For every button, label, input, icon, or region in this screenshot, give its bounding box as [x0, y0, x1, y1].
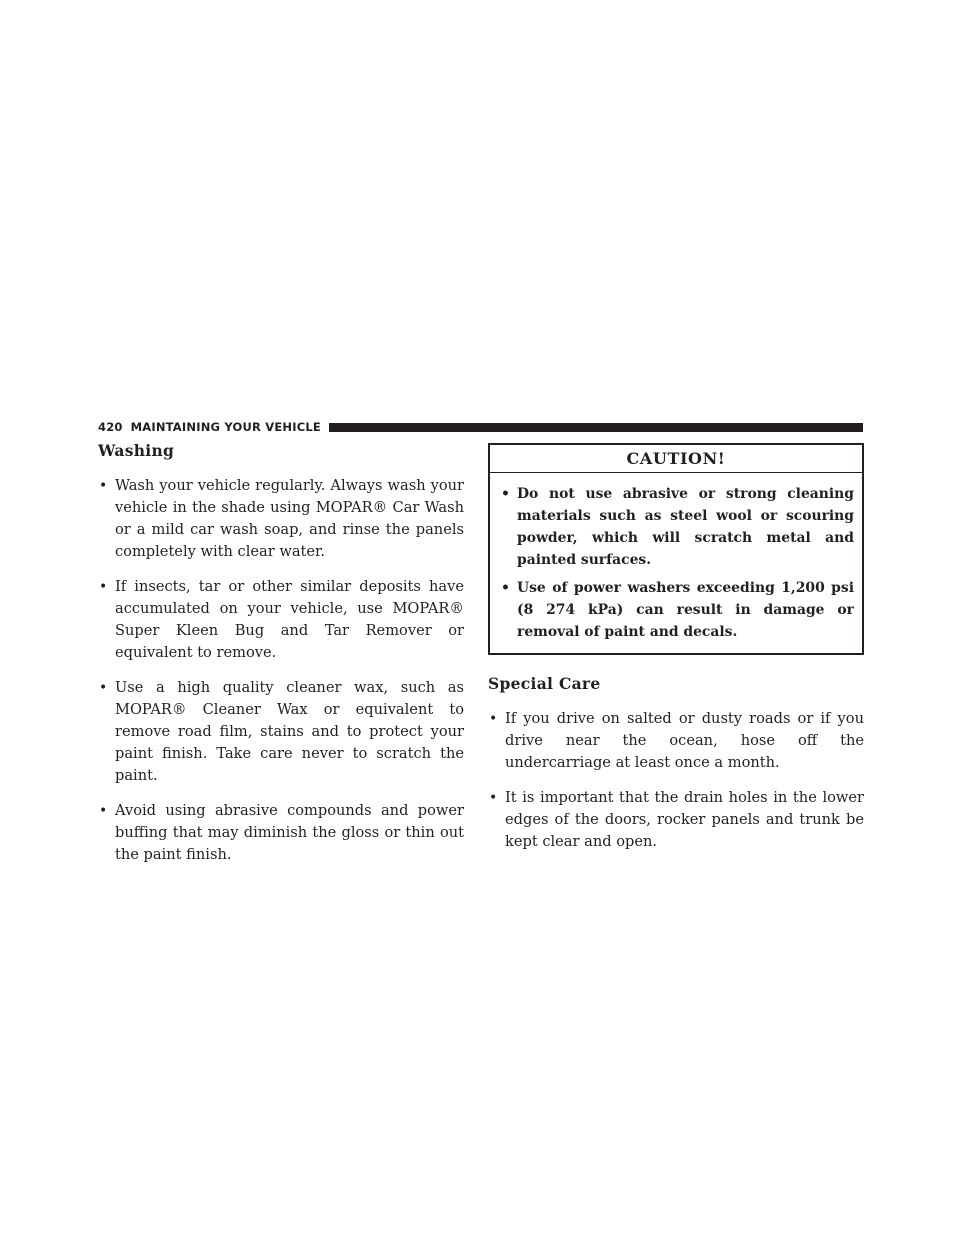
- washing-list: [98, 475, 464, 866]
- caution-title: CAUTION!: [490, 445, 862, 473]
- list-item: [500, 483, 854, 571]
- bullet-icon: •: [99, 579, 108, 595]
- bullet-icon: •: [501, 580, 510, 596]
- list-item-text: It is important that the drain holes in the lower edges of the doors, rocker panels and trunk be kept clear and open.: [505, 789, 864, 850]
- list-item: [98, 475, 464, 563]
- page-header: [98, 418, 863, 436]
- bullet-icon: •: [489, 790, 498, 806]
- page-number: 420: [98, 420, 123, 434]
- list-item: [98, 800, 464, 866]
- list-item: [500, 577, 854, 643]
- list-item: [98, 576, 464, 664]
- bullet-icon: •: [489, 711, 498, 727]
- left-column: [98, 440, 464, 879]
- bullet-icon: •: [99, 803, 108, 819]
- section-title: MAINTAINING YOUR VEHICLE: [130, 420, 321, 434]
- washing-heading: Washing: [98, 441, 175, 460]
- caution-box: [488, 443, 864, 655]
- list-item-text: Do not use abrasive or strong cleaning materials such as steel wool or scouring powder, which will scratch metal and painted surfaces.: [517, 486, 854, 568]
- list-item-text: If you drive on salted or dusty roads or if you drive near the ocean, hose off the undercarriage at least once a month.: [505, 710, 864, 771]
- caution-list: [490, 473, 862, 653]
- list-item: [488, 708, 864, 774]
- special-care-list: [488, 708, 864, 853]
- special-care-heading: Special Care: [488, 674, 601, 693]
- list-item-text: Use a high quality cleaner wax, such as MOPAR® Cleaner Wax or equivalent to remove road film, stains and to protect your paint finish. Take care never to scratch the paint.: [115, 679, 464, 784]
- list-item-text: Wash your vehicle regularly. Always wash your vehicle in the shade using MOPAR® Car Wash or a mild car wash soap, and rinse the panels completely with clear water.: [115, 477, 464, 560]
- list-item: [488, 787, 864, 853]
- list-item-text: Avoid using abrasive compounds and power buffing that may diminish the gloss or thin out the paint finish.: [115, 802, 464, 863]
- bullet-icon: •: [99, 478, 108, 494]
- bullet-icon: •: [99, 680, 108, 696]
- list-item: [98, 677, 464, 787]
- bullet-icon: •: [501, 486, 510, 502]
- list-item-text: If insects, tar or other similar deposits have accumulated on your vehicle, use MOPAR® Super Kleen Bug and Tar Remover or equivalent to remove.: [115, 578, 464, 661]
- list-item-text: Use of power washers exceeding 1,200 psi (8 274 kPa) can result in damage or removal of paint and decals.: [517, 580, 854, 640]
- header-rule: [329, 423, 863, 432]
- right-column: [488, 443, 864, 866]
